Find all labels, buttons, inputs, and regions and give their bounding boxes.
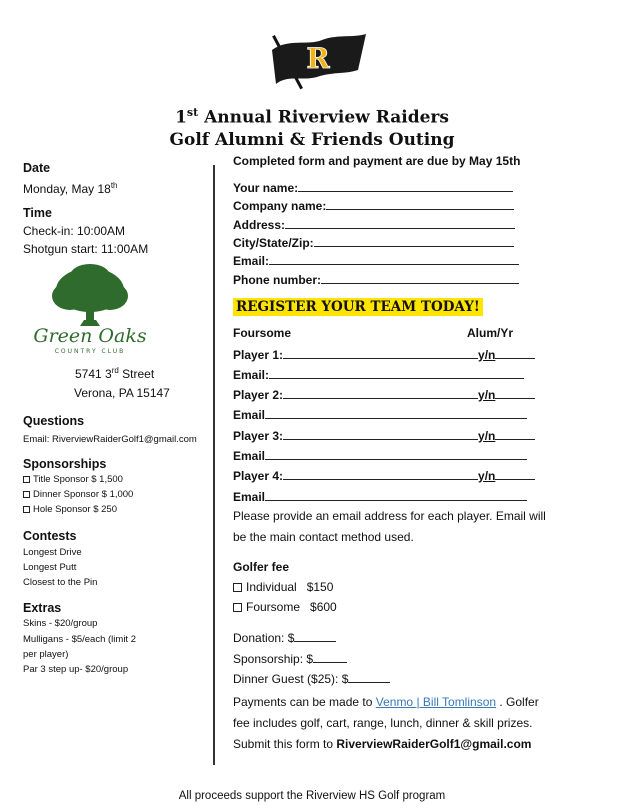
contest-item: Closest to the Pin <box>23 577 98 588</box>
logo-subtitle: COUNTRY CLUB <box>54 348 126 355</box>
questions-email: Email: RiverviewRaiderGolf1@gmail.com <box>23 434 197 445</box>
checkbox-icon[interactable] <box>23 476 30 483</box>
foursome-header: Foursome <box>233 326 292 340</box>
player2-field[interactable]: Player 2: y/n <box>233 387 535 402</box>
company-name-field[interactable]: Company name: <box>233 198 514 213</box>
extra-item: Skins - $20/group <box>23 618 98 629</box>
payment-note: Payments can be made to Venmo | Bill Tomlinson . Golfer fee includes golf, cart, range, lunch, dinner & skill prizes. Submit this form to RiverviewRaiderGolf1@gmail.com <box>233 695 539 751</box>
club-street-address: 5741 3rd Street <box>75 366 155 381</box>
phone-field[interactable]: Phone number: <box>233 272 519 287</box>
date-value: Monday, May 18th <box>23 181 118 196</box>
dinner-guest-field[interactable]: Dinner Guest ($25): $ <box>233 671 390 686</box>
club-city: Verona, PA 15147 <box>74 386 170 400</box>
questions-heading: Questions <box>23 414 85 428</box>
event-title-line1: 1st Annual Riverview Raiders <box>175 106 449 128</box>
flag-letter: R <box>306 42 330 75</box>
due-note: Completed form and payment are due by May 15th <box>233 154 521 168</box>
column-divider <box>213 165 215 765</box>
fee-foursome-option[interactable]: Foursome $600 <box>233 600 337 614</box>
oak-tree-icon <box>52 264 128 326</box>
register-banner: REGISTER YOUR TEAM TODAY! <box>233 298 483 316</box>
logo-name: Green Oaks <box>33 325 147 347</box>
extra-item: Mulligans - $5/each (limit 2 <box>23 634 136 645</box>
donation-field[interactable]: Donation: $ <box>233 630 336 645</box>
player3-email-field[interactable]: Email <box>233 448 527 463</box>
submit-email: RiverviewRaiderGolf1@gmail.com <box>336 737 532 751</box>
provide-email-note: Please provide an email address for each player. Email will be the main contact method used. <box>233 509 546 544</box>
player3-field[interactable]: Player 3: y/n <box>233 428 535 443</box>
player1-field[interactable]: Player 1: y/n <box>233 347 535 362</box>
your-name-field[interactable]: Your name: <box>233 180 513 195</box>
footer-note: All proceeds support the Riverview HS Golf program <box>178 790 446 802</box>
email-field[interactable]: Email: <box>233 253 519 268</box>
time-heading: Time <box>23 206 52 220</box>
green-oaks-logo <box>22 262 158 356</box>
fee-individual-option[interactable]: Individual $150 <box>233 580 333 594</box>
sponsorship-hole: Hole Sponsor $ 250 <box>23 502 117 518</box>
sponsorships-heading: Sponsorships <box>23 457 107 471</box>
sponsorship-title: Title Sponsor $ 1,500 <box>23 472 123 488</box>
golfer-fee-heading: Golfer fee <box>233 560 290 574</box>
checkbox-icon[interactable] <box>23 491 30 498</box>
riverview-flag-logo <box>258 30 370 92</box>
player2-email-field[interactable]: Email <box>233 407 527 422</box>
sponsorship-field[interactable]: Sponsorship: $ <box>233 651 347 666</box>
checkbox-icon[interactable] <box>23 506 30 513</box>
sponsorship-dinner: Dinner Sponsor $ 1,000 <box>23 487 133 503</box>
alum-header: Alum/Yr <box>467 326 514 340</box>
extra-item: Par 3 step up- $20/group <box>23 664 129 675</box>
contest-item: Longest Drive <box>23 547 82 558</box>
player4-field[interactable]: Player 4: y/n <box>233 468 535 483</box>
checkin-time: Check-in: 10:00AM <box>23 224 126 238</box>
city-state-zip-field[interactable]: City/State/Zip: <box>233 235 514 250</box>
extras-heading: Extras <box>23 601 62 615</box>
shotgun-time: Shotgun start: 11:00AM <box>23 242 149 256</box>
address-field[interactable]: Address: <box>233 217 515 232</box>
checkbox-icon[interactable] <box>233 603 242 612</box>
contest-item: Longest Putt <box>23 562 77 573</box>
venmo-link[interactable]: Venmo | Bill Tomlinson <box>375 695 497 709</box>
contests-heading: Contests <box>23 529 77 543</box>
date-heading: Date <box>23 161 51 175</box>
checkbox-icon[interactable] <box>233 583 242 592</box>
extra-item: per player) <box>23 649 69 660</box>
player1-email-field[interactable]: Email: <box>233 367 524 382</box>
event-title-line2: Golf Alumni & Friends Outing <box>169 130 455 150</box>
player4-email-field[interactable]: Email <box>233 489 527 504</box>
